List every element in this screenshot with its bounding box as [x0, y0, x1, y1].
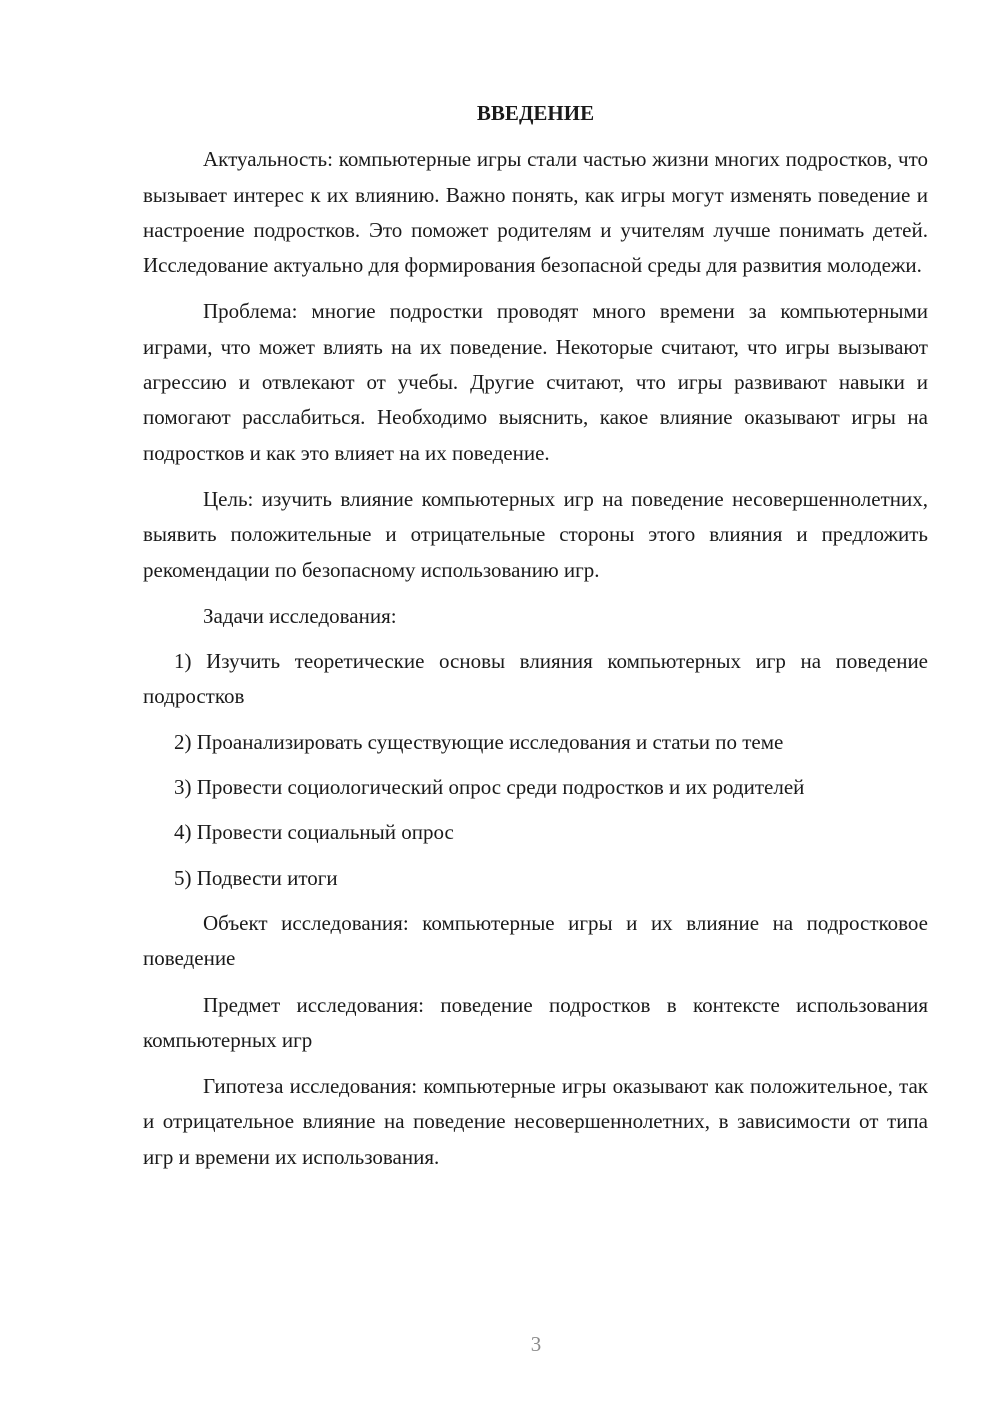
- problem-paragraph: Проблема: многие подростки проводят много времени за компьютерными играми, что может влиять на их поведение. Некоторые считают, что игры вызывают агрессию и отвлекают от учебы. Другие считают, что игры развивают навыки и помогают расслабиться. Необходимо выяснить, какое влияние оказывают игры на подростков и как это влияет на их поведение.: [143, 299, 928, 465]
- task-item: 3) Провести социологический опрос среди подростков и их родителей: [174, 775, 805, 800]
- page-title: ВВЕДЕНИЕ: [476, 101, 595, 125]
- relevance-paragraph: Актуальность: компьютерные игры стали частью жизни многих подростков, что вызывает интерес к их влиянию. Важно понять, как игры могут изменять поведение и настроение подростков. Это поможет родителям и учителям лучше понимать детей. Исследование актуально для формирования безопасной среды для развития молодежи.: [143, 147, 928, 278]
- task-item: 2) Проанализировать существующие исследования и статьи по теме: [174, 729, 784, 754]
- subject-paragraph: Предмет исследования: поведение подростков в контексте использования компьютерных игр: [143, 992, 928, 1052]
- task-item: 1) Изучить теоретические основы влияния компьютерных игр на поведение подростков: [143, 649, 928, 709]
- goal-paragraph: Цель: изучить влияние компьютерных игр на поведение несовершеннолетних, выявить положительные и отрицательные стороны этого влияния и предложить рекомендации по безопасному использованию игр.: [143, 486, 928, 582]
- task-item: 4) Провести социальный опрос: [174, 820, 454, 845]
- document-page: [143, 96, 928, 1175]
- page-number: 3: [530, 1332, 542, 1356]
- task-item: 5) Подвести итоги: [174, 865, 338, 890]
- hypothesis-paragraph: Гипотеза исследования: компьютерные игры оказывают как положительное, так и отрицательное влияние на поведение несовершеннолетних, в зависимости от типа игр и времени их использования.: [143, 1074, 928, 1169]
- tasks-heading: Задачи исследования:: [203, 603, 397, 628]
- object-paragraph: Объект исследования: компьютерные игры и их влияние на подростковое поведение: [143, 910, 928, 971]
